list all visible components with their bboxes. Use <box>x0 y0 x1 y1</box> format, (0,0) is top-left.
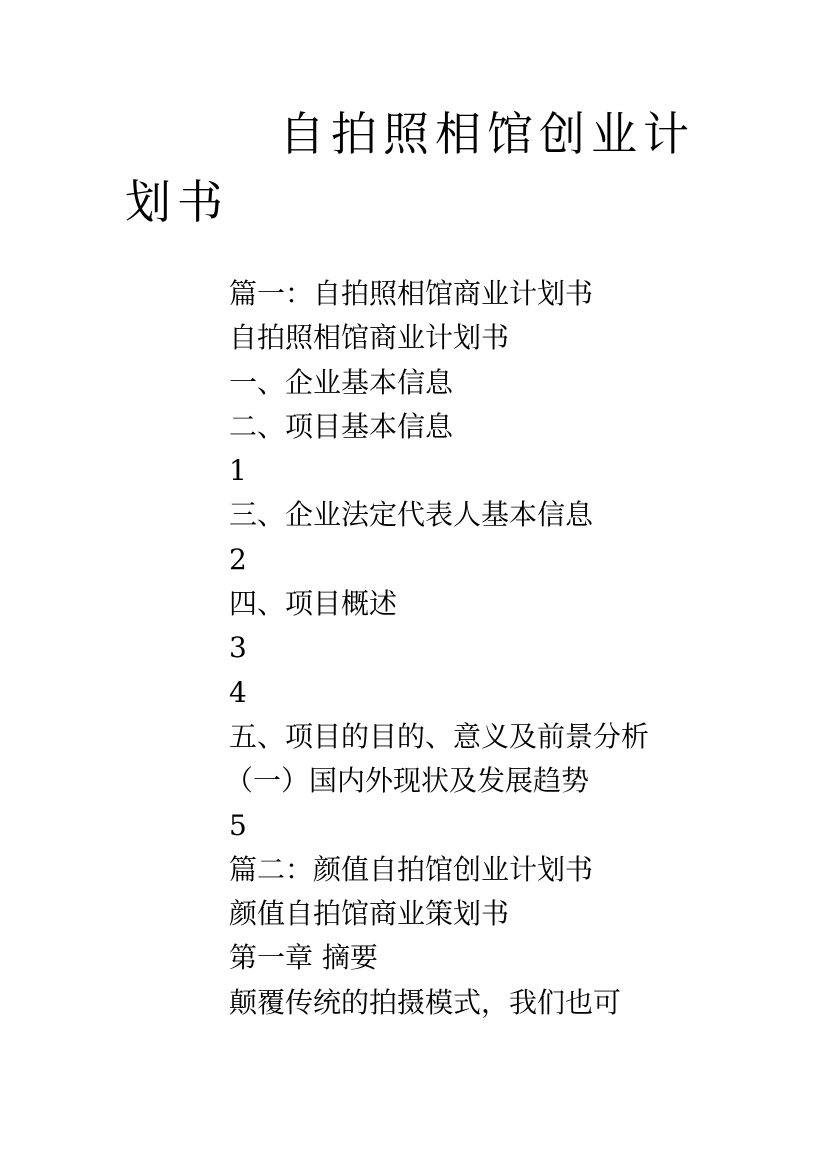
text-line: 5 <box>229 808 247 842</box>
document-title: 自拍照相馆创业计划书 <box>125 107 695 229</box>
text-line: 1 <box>229 454 247 488</box>
text-line: 3 <box>229 631 247 665</box>
text-line: 颜值自拍馆商业策划书 <box>229 897 510 931</box>
text-line: 自拍照相馆商业计划书 <box>229 321 510 355</box>
text-line: 篇二：颜值自拍馆创业计划书 <box>229 852 594 886</box>
text-line: （一）国内外现状及发展趋势 <box>225 764 590 798</box>
text-line: 一、企业基本信息 <box>229 365 454 399</box>
text-line: 颠覆传统的拍摄模式，我们也可 <box>229 985 622 1019</box>
text-line: 4 <box>229 675 247 709</box>
text-line: 篇一：自拍照相馆商业计划书 <box>229 277 594 310</box>
document-body <box>125 272 705 1025</box>
text-line: 五、项目的目的、意义及前景分析 <box>229 719 650 753</box>
text-line: 四、项目概述 <box>229 587 398 621</box>
text-line: 第一章 摘要 <box>229 941 378 975</box>
text-line: 2 <box>229 542 247 576</box>
text-line: 三、企业法定代表人基本信息 <box>229 498 594 532</box>
text-line: 二、项目基本信息 <box>229 409 454 443</box>
